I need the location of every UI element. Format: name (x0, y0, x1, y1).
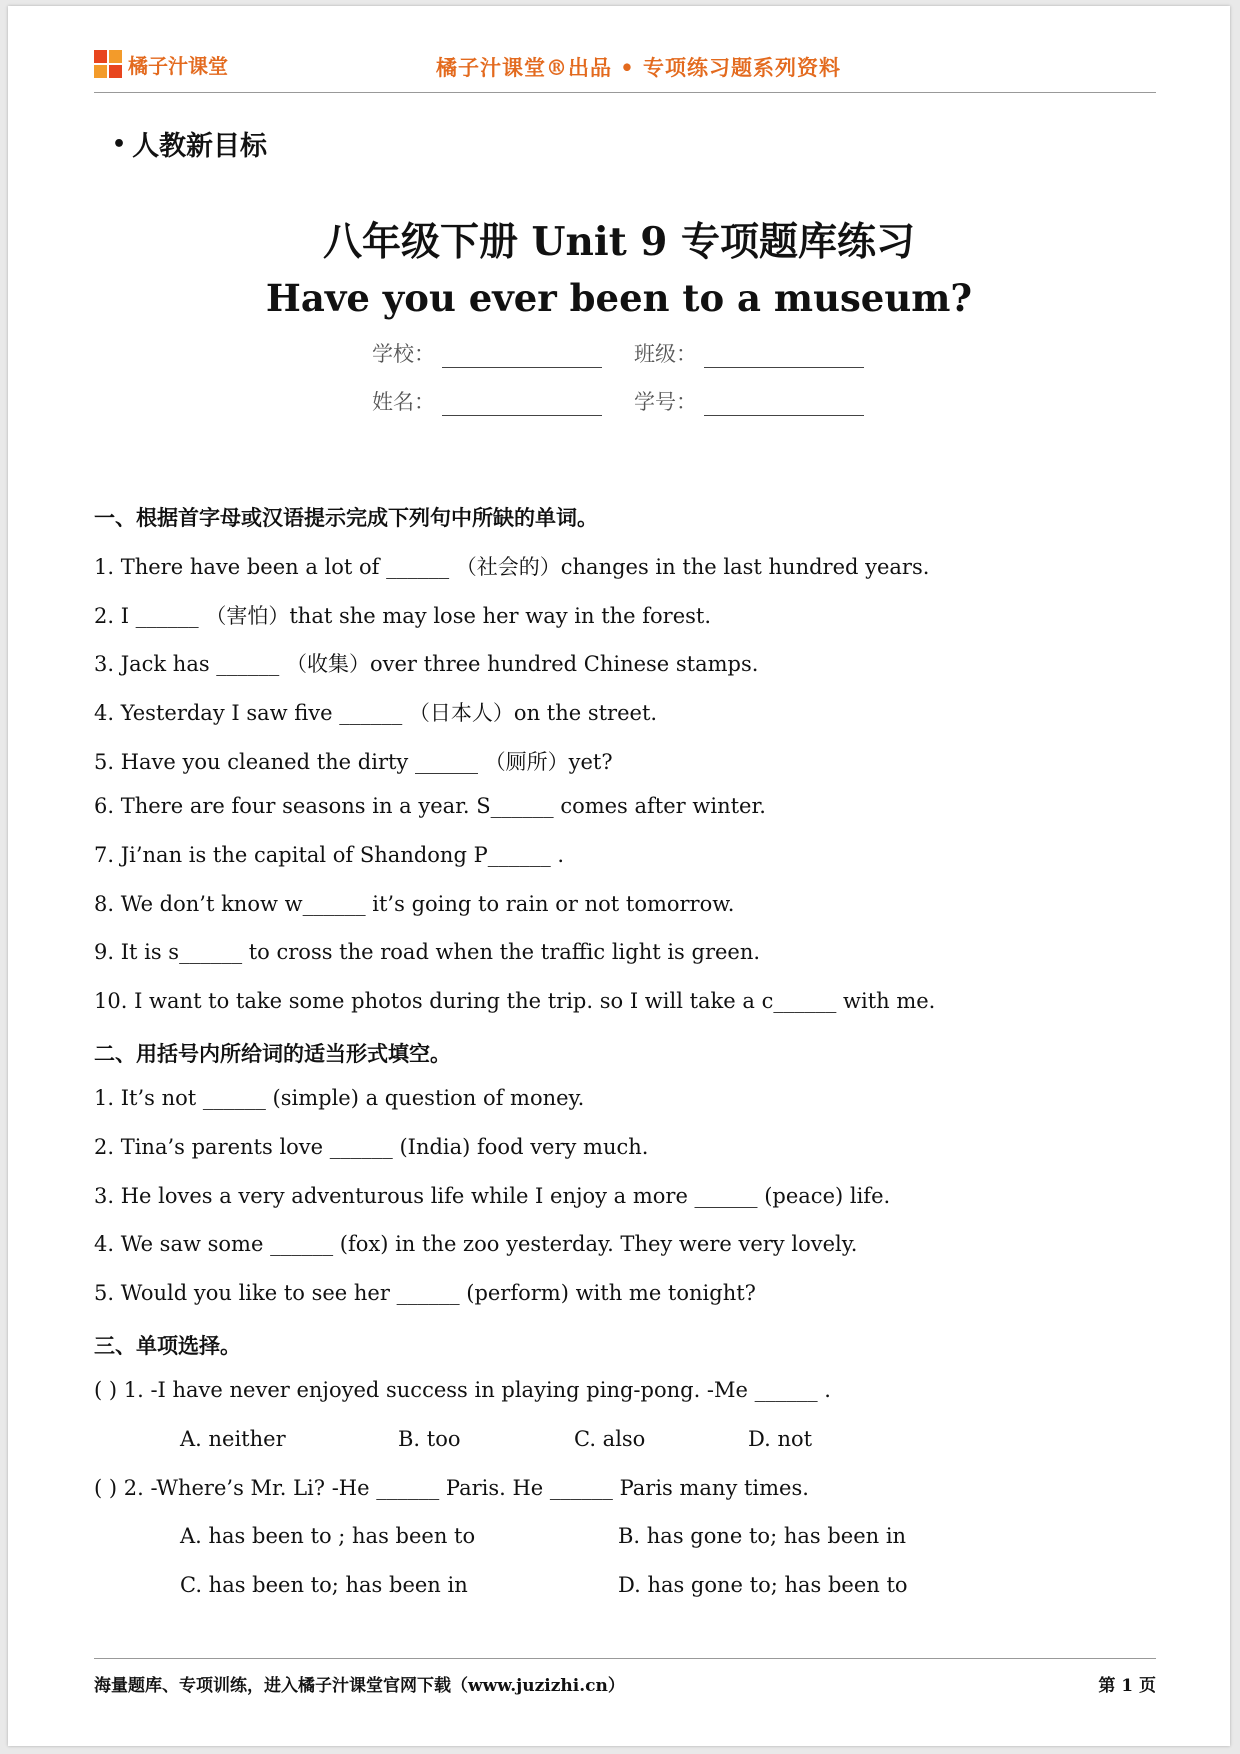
page-title: 八年级下册 Unit 9 专项题库练习 (322, 219, 916, 265)
document-page (8, 6, 1230, 1746)
question-item: 4. We saw some ______ (fox) in the zoo yesterday. They were very lovely. (94, 1232, 858, 1256)
brand-logo (94, 48, 228, 80)
name-blank[interactable] (442, 395, 602, 416)
option-d[interactable]: D. has gone to; has been to (618, 1573, 908, 1597)
class-field (634, 338, 864, 368)
option-a[interactable]: A. has been to ; has been to (180, 1524, 476, 1548)
page-subtitle: Have you ever been to a museum? (265, 276, 973, 320)
option-b[interactable]: B. too (398, 1427, 461, 1451)
school-blank[interactable] (442, 347, 602, 368)
page-footer (94, 1658, 1156, 1699)
question-item: 1. There have been a lot of ______ （社会的）changes in the last hundred years. (94, 555, 930, 579)
option-a[interactable]: A. neither (180, 1427, 286, 1451)
student-no-blank[interactable] (704, 395, 864, 416)
series-tag: • 人教新目标 (112, 131, 268, 162)
question-item: 9. It is s______ to cross the road when the traffic light is green. (94, 940, 761, 964)
question-item: 6. There are four seasons in a year. S______ comes after winter. (94, 794, 766, 818)
section2-heading: 二、用括号内所给词的适当形式填空。 (94, 1041, 451, 1066)
logo-squares-icon (94, 50, 122, 78)
question-item: 1. It’s not ______ (simple) a question of money. (94, 1086, 585, 1110)
class-label: 班级： (634, 342, 697, 366)
question-item: 10. I want to take some photos during the trip. so I will take a c______ with me. (94, 989, 936, 1013)
question-item: 3. Jack has ______ （收集）over three hundred Chinese stamps. (94, 652, 759, 676)
question-item: 7. Ji’nan is the capital of Shandong P______ . (94, 843, 565, 867)
question-item: 8. We don’t know w______ it’s going to rain or not tomorrow. (94, 892, 735, 916)
school-label: 学校： (372, 342, 435, 366)
bullet-icon: • (112, 132, 127, 157)
page-number: 第 1 页 (1098, 1676, 1156, 1696)
name-field (372, 386, 602, 416)
mc-question-2: ( ) 2. -Where’s Mr. Li? -He ______ Paris. He ______ Paris many times. (94, 1476, 809, 1500)
logo-text: 橘子汁课堂 (128, 53, 228, 78)
footer-note: 海量题库、专项训练，进入橘子汁课堂官网下载（www.juzizhi.cn） (94, 1676, 625, 1696)
header-title: 橘子汁课堂®出品 • 专项练习题系列资料 (436, 55, 842, 80)
question-item: 2. I ______ （害怕）that she may lose her way in the forest. (94, 604, 712, 628)
section3-heading: 三、单项选择。 (94, 1333, 241, 1358)
option-d[interactable]: D. not (748, 1427, 813, 1451)
question-item: 2. Tina’s parents love ______ (India) food very much. (94, 1135, 649, 1159)
student-no-label: 学号： (634, 390, 697, 414)
option-b[interactable]: B. has gone to; has been in (618, 1524, 907, 1548)
section1-heading: 一、根据首字母或汉语提示完成下列句中所缺的单词。 (94, 505, 598, 530)
page-header (94, 46, 1156, 93)
question-item: 3. He loves a very adventurous life while I enjoy a more ______ (peace) life. (94, 1184, 891, 1208)
name-label: 姓名： (372, 390, 435, 414)
question-item: 5. Have you cleaned the dirty ______ （厕所）yet? (94, 750, 613, 774)
student-no-field (634, 386, 864, 416)
option-c[interactable]: C. also (574, 1427, 646, 1451)
school-field (372, 338, 602, 368)
question-item: 5. Would you like to see her ______ (perform) with me tonight? (94, 1281, 756, 1305)
class-blank[interactable] (704, 347, 864, 368)
option-c[interactable]: C. has been to; has been in (180, 1573, 468, 1597)
question-item: 4. Yesterday I saw five ______ （日本人）on the street. (94, 701, 658, 725)
mc-question-1: ( ) 1. -I have never enjoyed success in playing ping-pong. -Me ______ . (94, 1378, 831, 1402)
